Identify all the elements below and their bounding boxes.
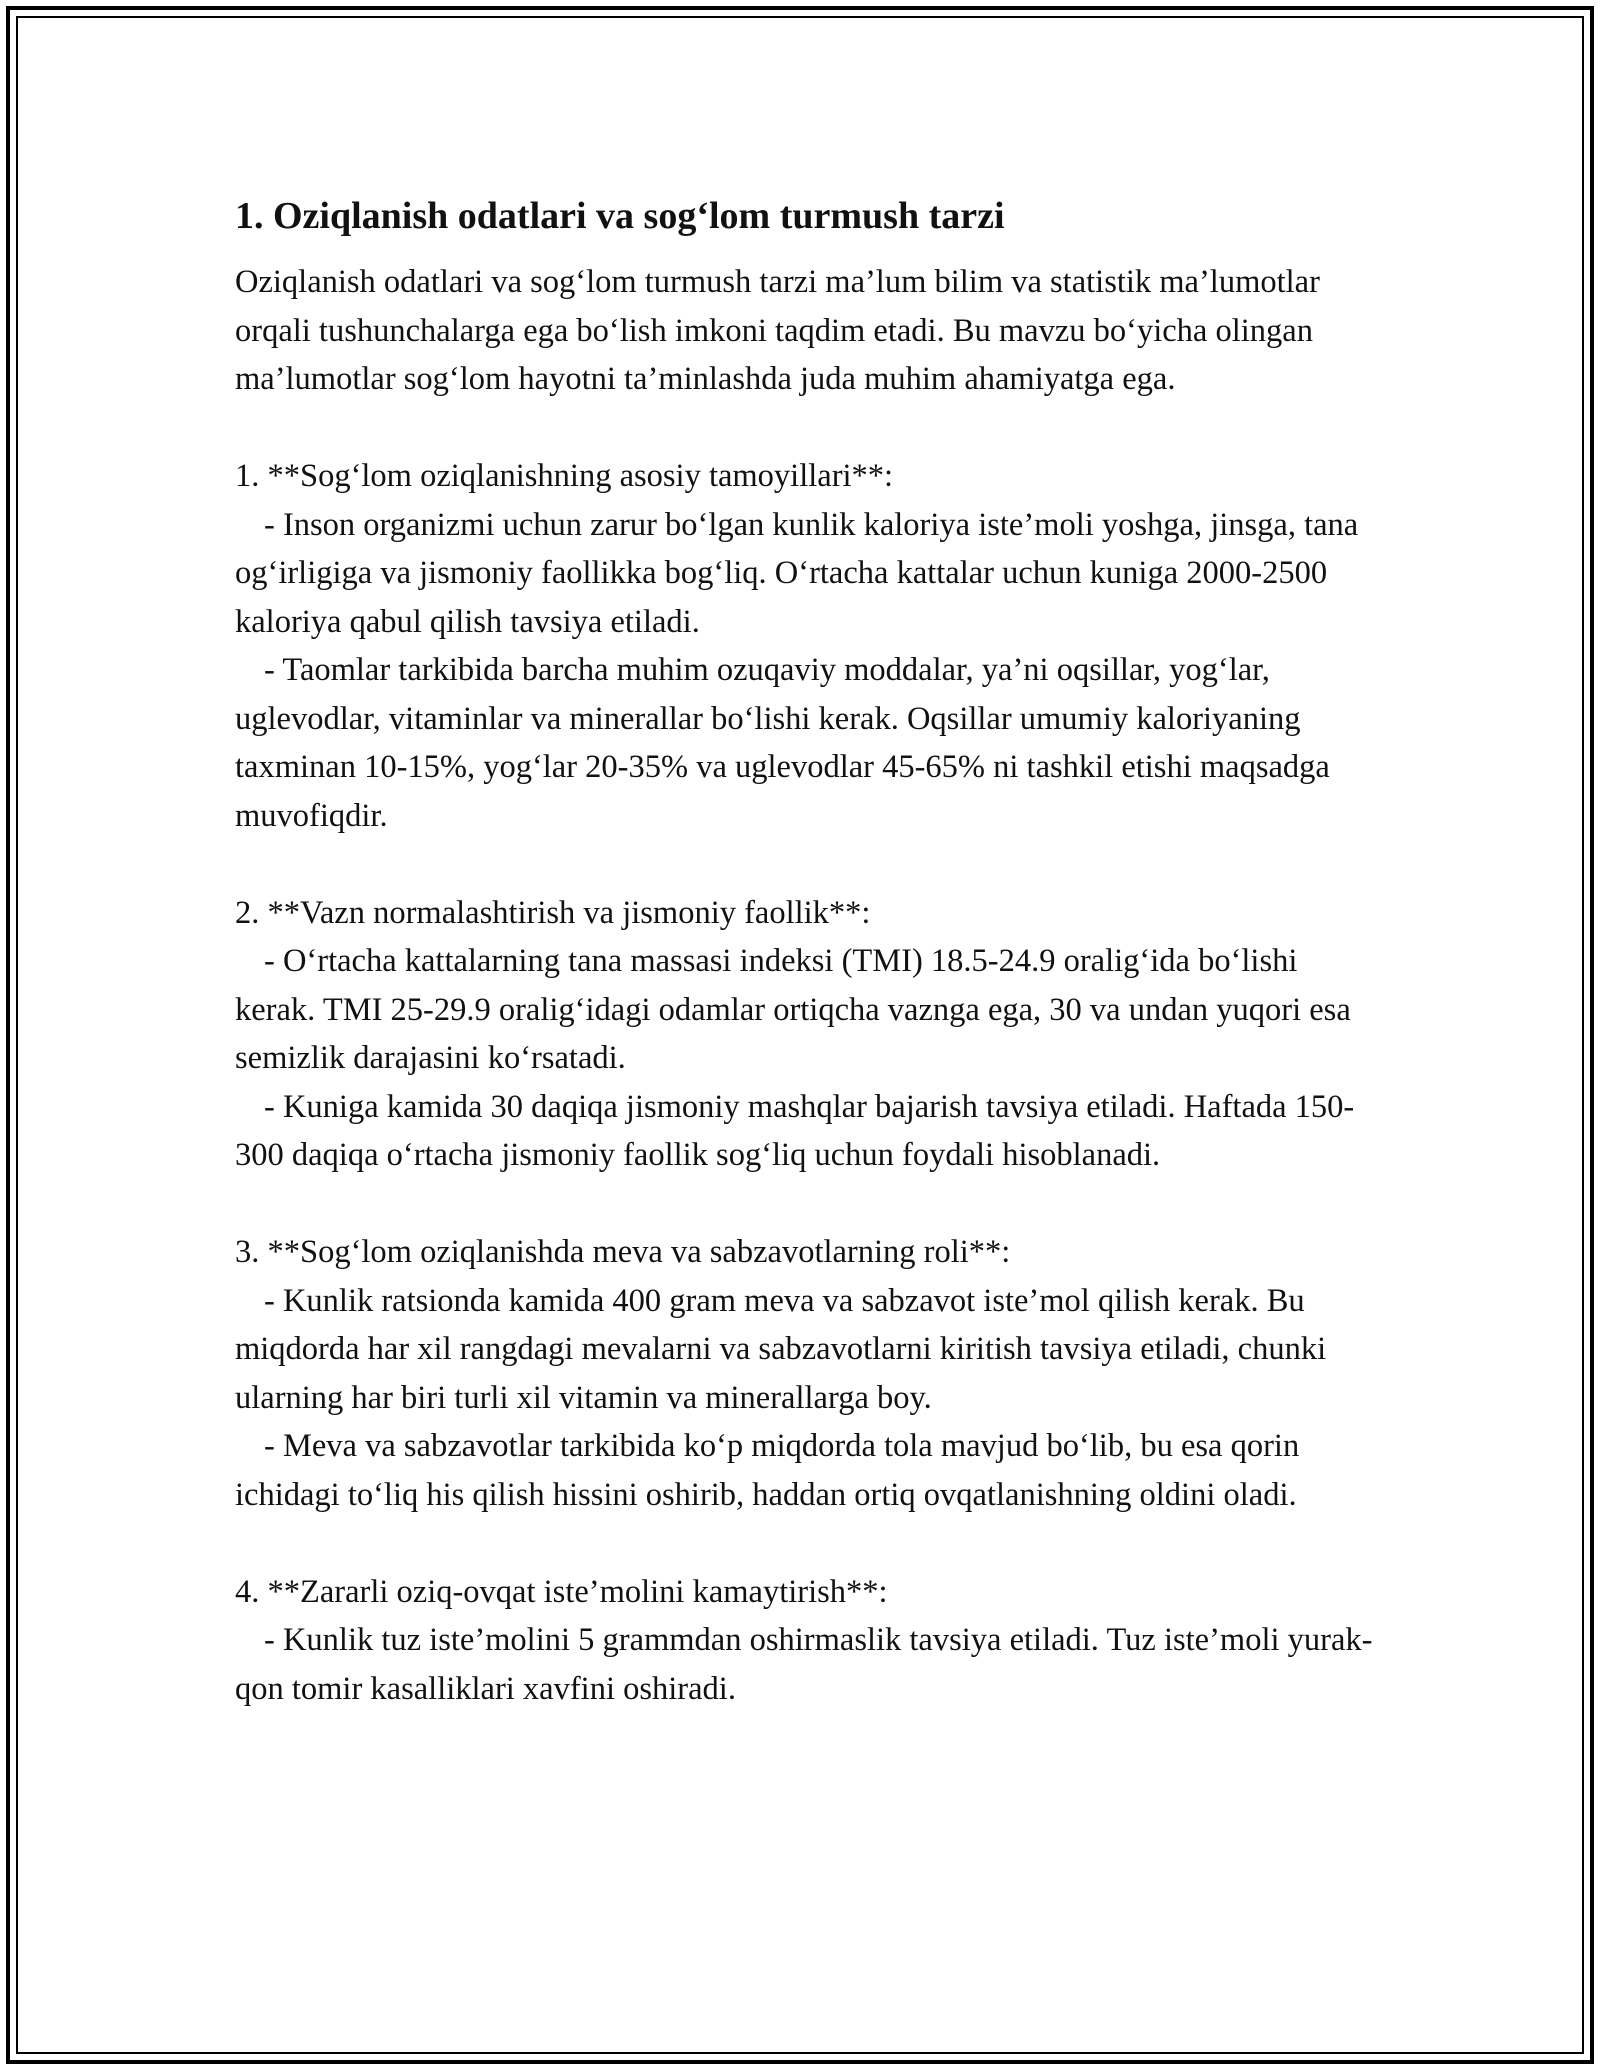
section-4: [235, 1568, 1375, 1714]
intro-paragraph: Oziqlanish odatlari va sog‘lom turmush tarzi ma’lum bilim va statistik ma’lumotlar orqali tushunchalarga ega bo‘lish imkoni taqdim etadi. Bu mavzu bo‘yicha olingan ma’lumotlar sog‘lom hayotni ta’minlashda juda muhim ahamiyatga ega.: [235, 264, 1329, 397]
bullet-item: - Kunlik ratsionda kamida 400 gram meva va sabzavot iste’mol qilish kerak. Bu miqdorda har xil rangdagi mevalarni va sabzavotlarni kiritish tavsiya etiladi, chunki ularning har biri turli xil vitamin va minerallarga boy.: [235, 1282, 1335, 1416]
document-title: 1. Oziqlanish odatlari va sog‘lom turmush tarzi: [235, 195, 1005, 237]
bullet-item: - O‘rtacha kattalarning tana massasi indeksi (TMI) 18.5-24.9 oralig‘ida bo‘lishi kerak. TMI 25-29.9 oralig‘idagi odamlar ortiqcha vaznga ega, 30 va undan yuqori esa semizlik darajasini ko‘rsatadi.: [235, 943, 1359, 1076]
section-heading: 2. **Vazn normalashtirish va jismoniy faollik**:: [235, 894, 871, 931]
bullet-item: - Meva va sabzavotlar tarkibida ko‘p miqdorda tola mavjud bo‘lib, bu esa qorin ichidagi to‘liq his qilish hissini oshirib, haddan ortiq ovqatlanishning oldini oladi.: [235, 1428, 1308, 1513]
section-2: [235, 889, 1375, 1180]
bullet-item: - Taomlar tarkibida barcha muhim ozuqaviy moddalar, ya’ni oqsillar, yog‘lar, uglevodlar, vitaminlar va minerallar bo‘lishi kerak. Oqsillar umumiy kaloriyaning taxminan 10-15%, yog‘lar 20-35% va uglevodlar 45-65% ni tashkil etishi maqsadga muvofiqdir.: [235, 652, 1338, 834]
bullet-item: - Kuniga kamida 30 daqiqa jismoniy mashqlar bajarish tavsiya etiladi. Haftada 150-300 daqiqa o‘rtacha jismoniy faollik sog‘liq uchun foydali hisoblanadi.: [235, 1088, 1355, 1173]
bullet-item: - Inson organizmi uchun zarur bo‘lgan kunlik kaloriya iste’moli yoshga, jinsga, tana og‘irligiga va jismoniy faollikka bog‘liq. O‘rtacha kattalar uchun kuniga 2000-2500 kaloriya qabul qilish tavsiya etiladi.: [235, 506, 1367, 640]
section-heading: 3. **Sog‘lom oziqlanishda meva va sabzavotlarning roli**:: [235, 1234, 1011, 1270]
section-heading: 4. **Zararli oziq-ovqat iste’molini kamaytirish**:: [235, 1573, 888, 1610]
section-1: [235, 452, 1375, 840]
section-3: [235, 1228, 1375, 1519]
section-heading: 1. **Sog‘lom oziqlanishning asosiy tamoyillari**:: [235, 458, 894, 494]
bullet-item: - Kunlik tuz iste’molini 5 grammdan oshirmaslik tavsiya etiladi. Tuz iste’moli yurak-qon tomir kasalliklari xavfini oshiradi.: [235, 1622, 1373, 1707]
document-body: [235, 180, 1375, 1713]
